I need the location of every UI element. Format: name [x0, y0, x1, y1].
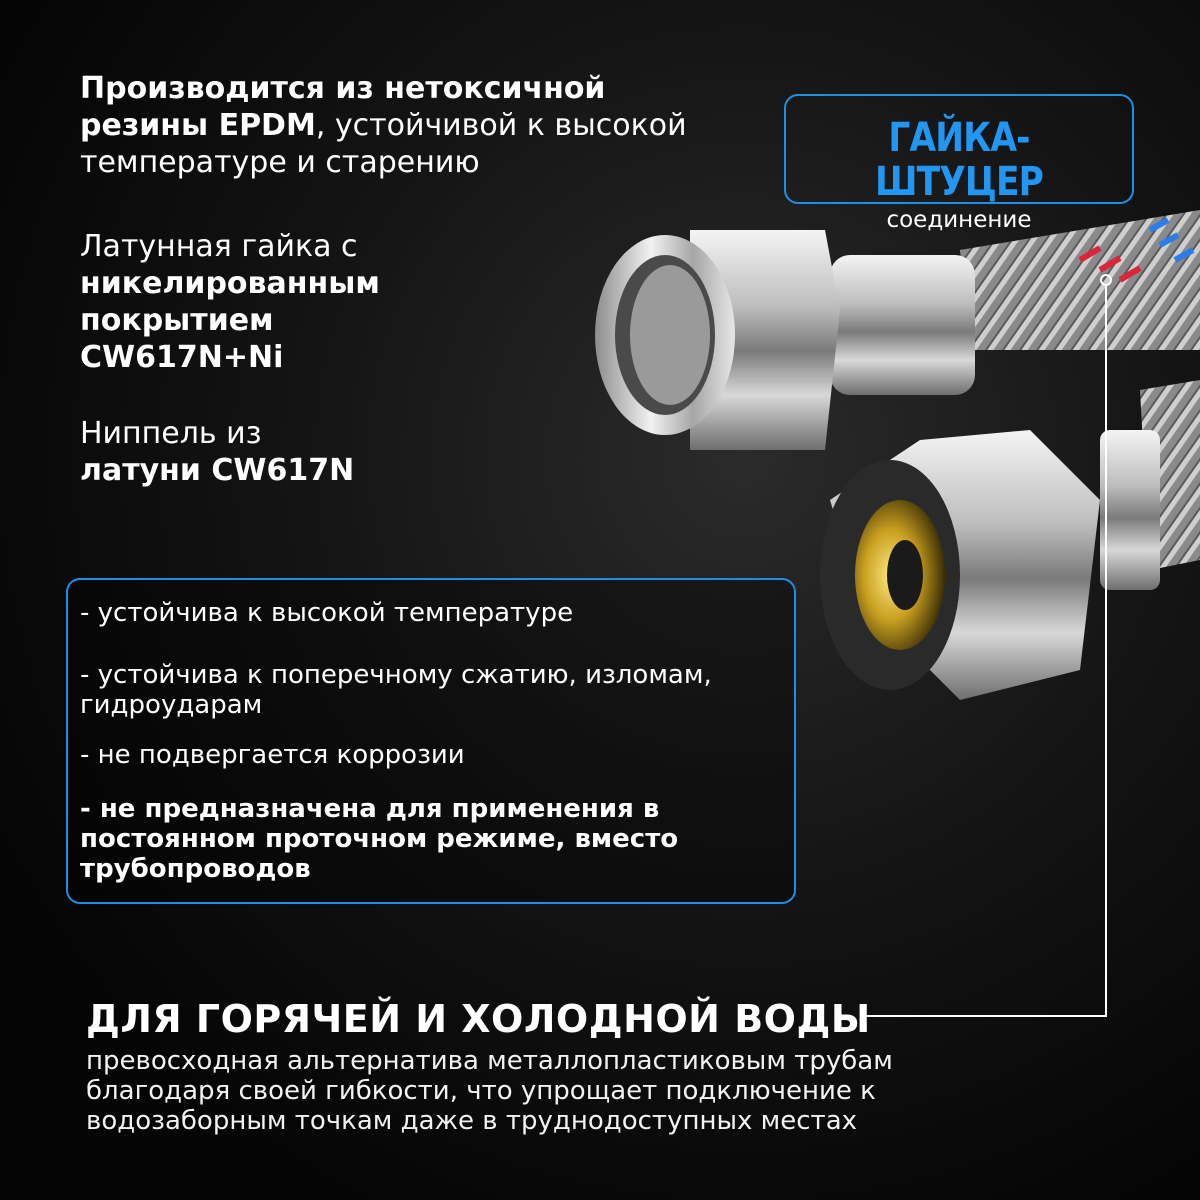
connection-type-badge [784, 94, 1134, 233]
hose-description: превосходная альтернатива металлопластиковым трубам благодаря своей гибкости, что упрощает подключение к водозаборным точкам даже в труднодоступных местах [86, 1046, 893, 1136]
feature-item: - устойчива к высокой температуре [80, 598, 574, 628]
badge-subtitle: соединение [886, 207, 1032, 233]
feature-item-warning: - не предназначена для применения в постоянном проточном режиме, вместо трубопроводов [80, 794, 679, 884]
water-type-heading: ДЛЯ ГОРЯЧЕЙ И ХОЛОДНОЙ ВОДЫ [86, 997, 871, 1041]
badge-title: ГАЙКА-ШТУЦЕР [875, 115, 1043, 205]
epdm-bold-text: Производится из нетоксичной резины EPDM [80, 71, 606, 143]
feature-item: - не подвергается коррозии [80, 740, 465, 770]
nipple-normal-text: Ниппель из [80, 416, 262, 451]
nut-normal-text: Латунная гайка с [80, 229, 358, 264]
nut-bold-text: никелированным покрытием CW617N+Ni [80, 266, 380, 375]
epdm-rest-text: , устойчивой к высокой температуре и старению [80, 108, 687, 180]
epdm-text [80, 70, 740, 181]
nipple-bold-text: латуни CW617N [80, 453, 355, 488]
features-box [66, 578, 796, 904]
feature-item: - устойчива к поперечному сжатию, изломам, гидроударам [80, 660, 712, 720]
